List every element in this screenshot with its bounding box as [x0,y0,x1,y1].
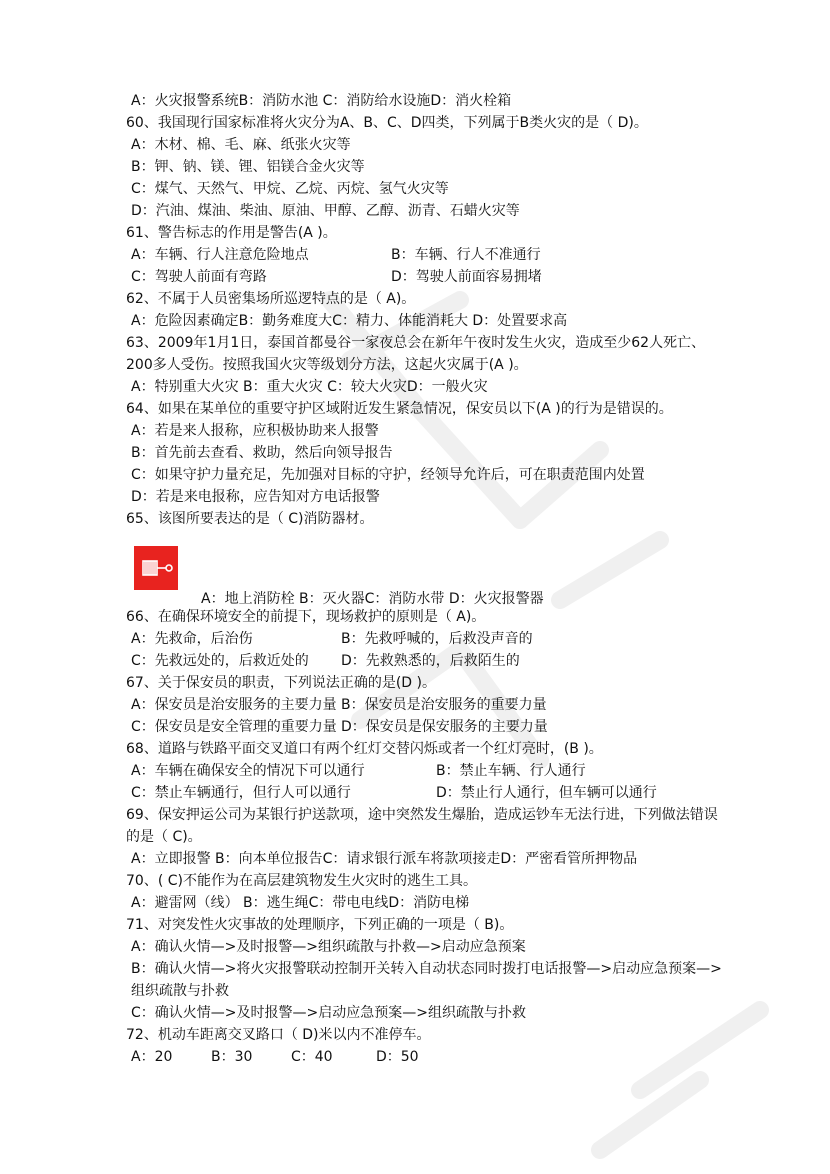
q72-option-d: D：50 [376,1049,419,1065]
q60-option-d: D：汽油、煤油、柴油、原油、甲醇、乙醇、沥青、石蜡火灾等 [131,203,520,219]
q71-question: 71、对突发性火灾事故的处理顺序，下列正确的一项是（ B)。 [126,917,514,933]
q66-option-a: A：先救命，后治伤 [131,631,253,647]
q67-options-row1 [126,694,726,716]
q60-option-b: B：钾、钠、镁、锂、铝镁合金火灾等 [131,159,365,175]
q67-question: 67、关于保安员的职责，下列说法正确的是(D )。 [126,675,436,691]
q59-options: A：火灾报警系统B：消防水池 C：消防给水设施D：消火栓箱 [131,93,512,109]
q61-options-row1 [126,244,726,266]
q71-option-c: C：确认火情—>及时报警—>启动应急预案—>组织疏散与扑救 [131,1005,526,1021]
q64-option-a: A：若是来人报称，应积极协助来人报警 [131,423,379,439]
q62-question: 62、不属于人员密集场所巡逻特点的是（ A)。 [126,291,416,307]
q66-options-row2 [126,650,726,672]
q67-option-c: C：保安员是安全管理的重要力量 [131,719,337,735]
q60-option-c: C：煤气、天然气、甲烷、乙烷、丙烷、氢气火灾等 [131,181,449,197]
q61-option-a: A：车辆、行人注意危险地点 [131,247,309,263]
q71-option-a: A：确认火情—>及时报警—>组织疏散与扑救—>启动应急预案 [131,939,526,955]
q65-options: A：地上消防栓 B：灭火器C：消防水带 D：火灾报警器 [201,591,544,607]
q66-option-c: C：先救远处的，后救近处的 [131,653,309,669]
q68-options-row2 [126,782,726,804]
q69-options: A：立即报警 B：向本单位报告C：请求银行派车将款项接走D：严密看管所押物品 [131,851,638,867]
q64-question: 64、如果在某单位的重要守护区域附近发生紧急情况，保安员以下(A )的行为是错误的。 [126,401,673,417]
q63-options: A：特别重大火灾 B：重大火灾 C：较大火灾D：一般火灾 [131,379,488,395]
q66-option-d: D：先救熟悉的，后救陌生的 [341,653,520,669]
q72-option-a: A：20 [131,1049,173,1065]
q70-options: A：避雷网（线） B：逃生绳C：带电电线D：消防电梯 [131,895,470,911]
q66-question: 66、在确保环境安全的前提下，现场救护的原则是（ A)。 [126,609,486,625]
q64-option-b: B：首先前去查看、救助，然后向领导报告 [131,445,393,461]
q67-options-row2 [126,716,726,738]
q61-option-c: C：驾驶人前面有弯路 [131,269,267,285]
q68-question: 68、道路与铁路平面交叉道口有两个红灯交替闪烁或者一个红灯亮时，(B )。 [126,741,603,757]
q67-option-d: D：保安员是保安服务的主要力量 [341,719,548,735]
q64-option-c: C：如果守护力量充足，先加强对目标的守护，经领导允许后，可在职责范围内处置 [131,467,645,483]
q68-options-row1 [126,760,726,782]
q68-option-a: A：车辆在确保安全的情况下可以通行 [131,763,365,779]
q71-option-b: B：确认火情—>将火灾报警联动控制开关转入自动状态同时拨打电话报警—>启动应急预案—>组织疏散与扑救 [131,961,722,999]
q61-question: 61、警告标志的作用是警告(A )。 [126,225,337,241]
q61-option-b: B：车辆、行人不准通行 [391,247,541,263]
q68-option-d: D：禁止行人通行，但车辆可以通行 [436,785,657,801]
q63-question: 63、2009年1月1日，泰国首都曼谷一家夜总会在新年午夜时发生火灾，造成至少62人死亡、200多人受伤。按照我国火灾等级划分方法，这起火灾属于(A )。 [126,335,706,373]
q60-question: 60、我国现行国家标准将火灾分为A、B、C、D四类，下列属于B类火灾的是（ D)。 [126,115,648,131]
q70-question: 70、( C)不能作为在高层建筑物发生火灾时的逃生工具。 [126,873,477,889]
q68-option-c: C：禁止车辆通行，但行人可以通行 [131,785,351,801]
q72-options [126,1046,726,1068]
question-list [126,90,726,1068]
q69-question: 69、保安押运公司为某银行护送款项，途中突然发生爆胎，造成运钞车无法行进，下列做法错误的是（ C)。 [126,807,718,845]
q68-option-b: B：禁止车辆、行人通行 [436,763,586,779]
q66-option-b: B：先救呼喊的，后救没声音的 [341,631,533,647]
q66-options-row1 [126,628,726,650]
q67-option-a: A：保安员是治安服务的主要力量 [131,697,337,713]
q72-option-b: B：30 [211,1049,253,1065]
q65-question: 65、该图所要表达的是（ C)消防器材。 [126,511,374,527]
q72-question: 72、机动车距离交叉路口（ D)米以内不准停车。 [126,1027,431,1043]
q61-option-d: D：驾驶人前面容易拥堵 [391,269,542,285]
q62-options: A：危险因素确定B：勤务难度大C：精力、体能消耗大 D：处置要求高 [131,313,568,329]
q65-figure [126,546,726,606]
q60-option-a: A：木材、棉、毛、麻、纸张火灾等 [131,137,351,153]
fire-hose-reel-icon [134,546,178,590]
q61-options-row2 [126,266,726,288]
q67-option-b: B：保安员是治安服务的重要力量 [341,697,547,713]
q64-option-d: D：若是来电报称，应告知对方电话报警 [131,489,380,505]
q72-option-c: C：40 [291,1049,333,1065]
